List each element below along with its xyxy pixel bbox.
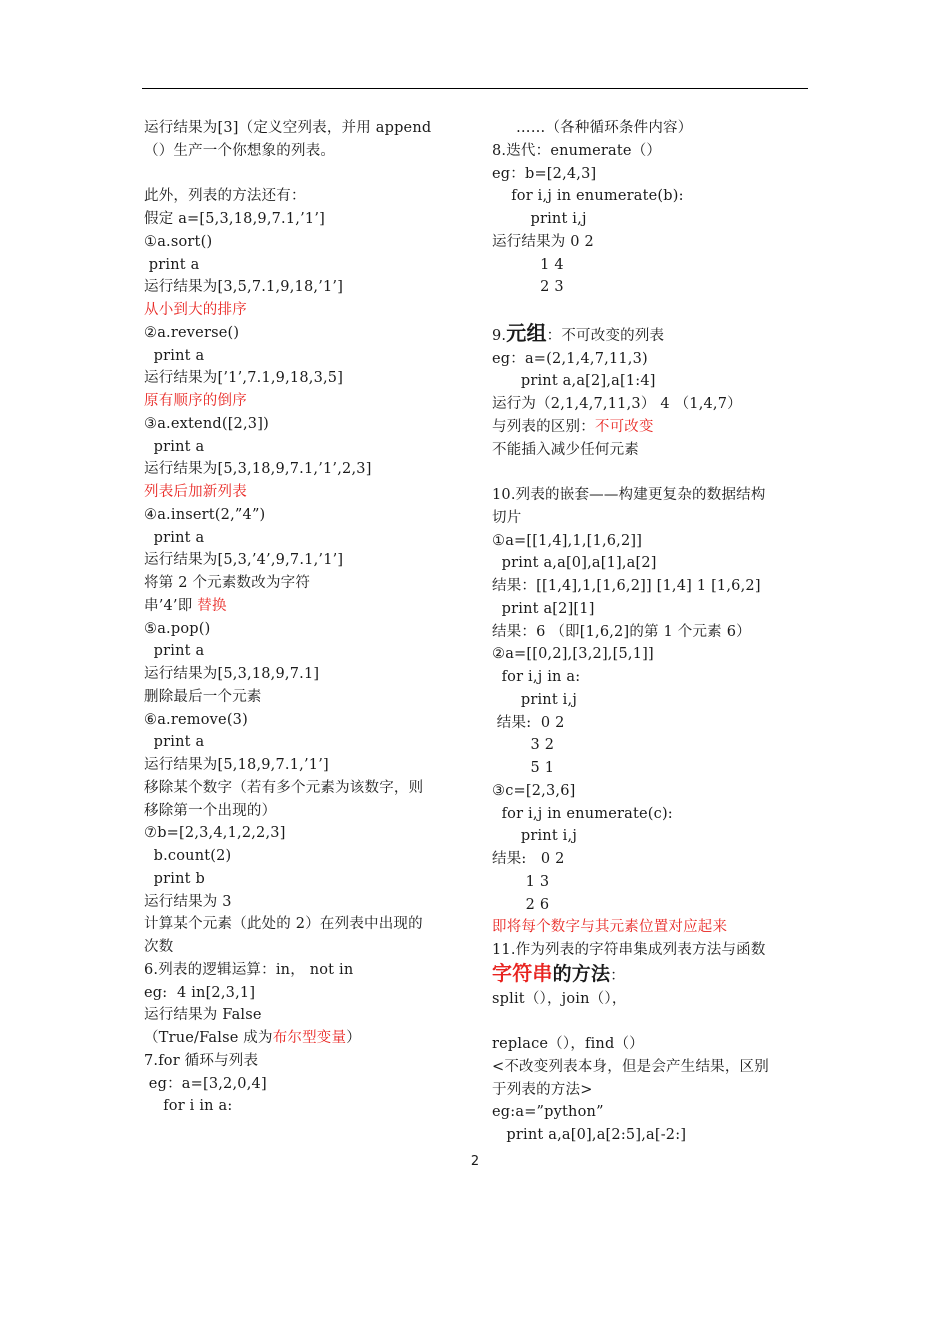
left-line: 此外，列表的方法还有：: [144, 188, 306, 205]
left-line: 运行结果为[5,3,’4’,9,7.1,’1’]: [144, 552, 344, 569]
left-line: 假定 a=[5,3,18,9,7.1,’1’]: [144, 211, 325, 227]
left-line: 运行结果为[3,5,7.1,9,18,’1’]: [144, 279, 344, 296]
right-line: 5 1: [492, 760, 555, 776]
line-text: ）: [346, 1030, 361, 1046]
highlight-text: 布尔型变量: [272, 1030, 347, 1046]
right-line: print i,j: [492, 211, 587, 227]
left-line: print a: [144, 256, 200, 273]
right-line: 1 4: [492, 256, 564, 273]
right-line: split（），join（），: [492, 990, 627, 1007]
heading-text: 的方法: [552, 962, 611, 985]
left-line: 删除最后一个元素: [144, 688, 262, 705]
left-line: 原有顺序的倒序: [144, 393, 247, 409]
left-line: print a: [144, 643, 205, 660]
header-rule: [142, 88, 808, 89]
right-line: 11.作为列表的字符串集成列表方法与函数: [492, 942, 766, 958]
right-line: [492, 299, 822, 322]
right-line: print a,a[2],a[1:4]: [492, 373, 656, 390]
right-line: 10.列表的嵌套——构建更复杂的数据结构: [492, 487, 766, 503]
left-line: 7.for 循环与列表: [144, 1052, 259, 1069]
right-line: 结果：6 （即[1,6,2]的第 1 个元素 6）: [492, 623, 751, 640]
left-line: for i in a:: [144, 1098, 233, 1115]
left-line: b.count(2): [144, 848, 232, 864]
right-line: 结果: 0 2: [492, 714, 565, 731]
right-line: 8.迭代：enumerate（）: [492, 142, 662, 159]
left-line: print a: [144, 734, 205, 751]
left-line: 运行结果为[5,3,18,9,7.1,’1’,2,3]: [144, 461, 372, 478]
right-line: 不能插入减少任何元素: [492, 441, 639, 458]
right-line: print i,j: [492, 691, 578, 708]
line-text: ：不可改变的列表: [546, 327, 665, 344]
line-text: 与列表的区别：: [492, 418, 595, 435]
right-line: 2 3: [492, 279, 564, 296]
line-text: ：: [610, 967, 625, 984]
right-line: ……（各种循环条件内容）: [492, 120, 693, 136]
left-line: [144, 163, 466, 186]
right-line: [492, 416, 822, 439]
left-line: [144, 1027, 466, 1050]
line-text: 串’4’即: [144, 597, 198, 614]
right-line: ②a=[[0,2],[3,2],[5,1]]: [492, 646, 654, 663]
right-line: eg：b=[2,4,3]: [492, 165, 597, 182]
left-line: ①a.sort(): [144, 233, 213, 250]
right-line: print a,a[0],a[2:5],a[-2:]: [492, 1127, 687, 1143]
right-line: ③c=[2,3,6]: [492, 782, 576, 799]
right-line: print i,j: [492, 828, 578, 845]
left-line: print a: [144, 438, 205, 455]
left-line: print a: [144, 529, 205, 546]
right-line: for i,j in a:: [492, 669, 581, 685]
right-line: 结果：[[1,4],1,[1,6,2]] [1,4] 1 [1,6,2]: [492, 578, 761, 594]
left-line: 6.列表的逻辑运算：in， not in: [144, 961, 354, 978]
left-line: 移除某个数字（若有多个元素为该数字，则: [144, 779, 424, 796]
right-column: [492, 117, 822, 1147]
right-line: [492, 1010, 822, 1033]
right-line: 1 3: [492, 873, 550, 890]
left-line: 运行结果为 False: [144, 1007, 262, 1024]
left-line: print a: [144, 347, 205, 364]
right-line: replace（），find（）: [492, 1036, 644, 1052]
right-line: for i,j in enumerate(c):: [492, 805, 673, 822]
right-line: eg：a=(2,1,4,7,11,3): [492, 350, 648, 367]
left-line: 运行结果为[5,3,18,9,7.1]: [144, 666, 320, 682]
left-line: ②a.reverse(): [144, 324, 240, 341]
left-line: 运行结果为[5,18,9,7.1,’1’]: [144, 757, 329, 773]
right-line: 即将每个数字与其元素位置对应起来: [492, 919, 728, 936]
left-line: 运行结果为[’1’,7.1,9,18,3,5]: [144, 370, 344, 387]
heading-highlight: 字符串: [492, 960, 553, 985]
right-line: 运行结果为 0 2: [492, 233, 594, 250]
right-line: <不改变列表本身，但是会产生结果，区别: [492, 1058, 769, 1075]
left-line: ⑥a.remove(3): [144, 711, 248, 728]
left-line: print b: [144, 870, 205, 887]
right-line: 切片: [492, 509, 522, 526]
right-line: 结果: 0 2: [492, 851, 565, 867]
highlight-text: 替换: [197, 597, 227, 614]
left-line: 将第 2 个元素数改为字符: [144, 575, 311, 591]
page-number: 2: [470, 1154, 480, 1169]
right-line: 2 6: [492, 896, 550, 913]
left-line: 移除第一个出现的）: [144, 802, 277, 819]
right-line: print a[2][1]: [492, 600, 595, 617]
right-line: 运行为（2,1,4,7,11,3） 4 （1,4,7）: [492, 396, 742, 412]
right-line: eg:a=”python”: [492, 1104, 604, 1121]
left-line: ⑦b=[2,3,4,1,2,2,3]: [144, 825, 286, 842]
left-line: （）生产一个你想象的列表。: [144, 142, 336, 159]
highlight-text: 不可改变: [594, 418, 654, 435]
right-line: [492, 962, 822, 988]
line-text: （True/False 成为: [144, 1030, 273, 1046]
left-line: ⑤a.pop(): [144, 620, 211, 637]
right-line: 3 2: [492, 737, 555, 754]
line-text: 9.: [492, 327, 507, 344]
right-line: print a,a[0],a[1],a[2]: [492, 555, 657, 572]
left-line: 运行结果为 3: [144, 893, 232, 910]
left-line: eg：a=[3,2,0,4]: [144, 1075, 267, 1092]
left-line: 从小到大的排序: [144, 302, 247, 318]
left-line: [144, 595, 466, 618]
left-line: 计算某个元素（此处的 2）在列表中出现的: [144, 916, 423, 933]
left-line: 运行结果为[3]（定义空列表，并用 append: [144, 120, 432, 136]
right-line: ①a=[[1,4],1,[1,6,2]]: [492, 532, 643, 549]
left-line: 次数: [144, 939, 174, 955]
right-line: 于列表的方法>: [492, 1081, 593, 1098]
left-line: ④a.insert(2,”4”): [144, 506, 266, 523]
right-line: [492, 461, 822, 484]
left-line: 列表后加新列表: [144, 484, 247, 500]
left-column: [144, 117, 466, 1118]
left-line: ③a.extend([2,3]): [144, 415, 269, 432]
right-line: [492, 322, 822, 348]
right-line: for i,j in enumerate(b):: [492, 188, 684, 205]
left-line: eg: 4 in[2,3,1]: [144, 984, 256, 1001]
heading-text: 元组: [506, 320, 547, 345]
